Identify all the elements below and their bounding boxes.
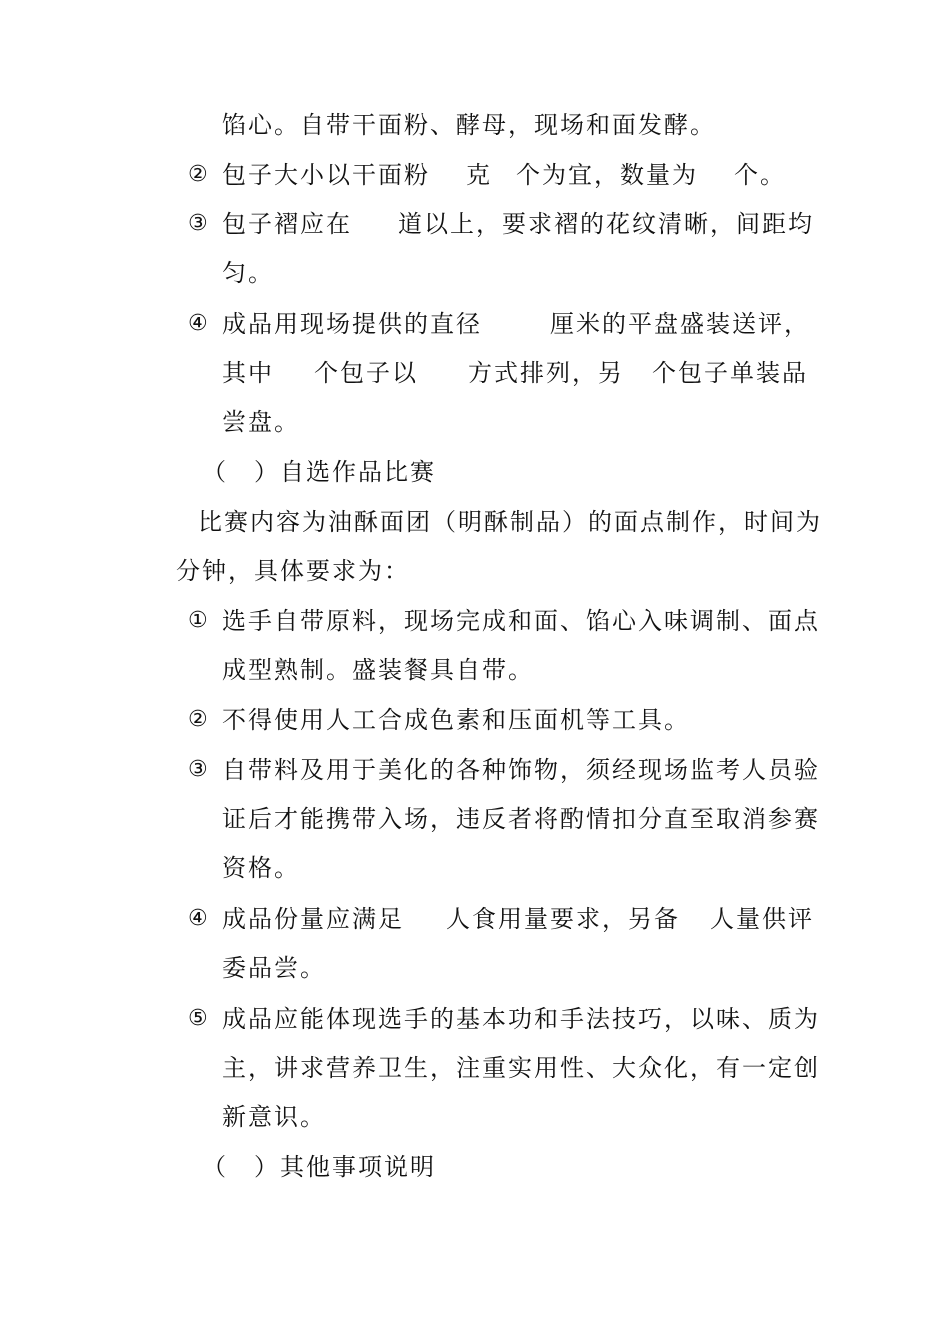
section-heading: （ ）其他事项说明: [202, 1153, 436, 1181]
list-number: ④: [188, 311, 208, 336]
list-item-text: 尝盘。: [222, 408, 300, 436]
list-number: ③: [188, 211, 208, 236]
list-item-text: 资格。: [222, 854, 300, 882]
list-item-text: 自带料及用于美化的各种饰物，须经现场监考人员验: [222, 756, 820, 784]
list-item-text: [222, 309, 810, 339]
list-item-text: 新意识。: [222, 1103, 326, 1131]
text-segment: 个包子单装品: [652, 359, 808, 387]
list-item-text: 主，讲求营养卫生，注重实用性、大众化，有一定创: [222, 1054, 820, 1082]
list-number: ⑤: [188, 1006, 208, 1031]
list-item-text: 不得使用人工合成色素和压面机等工具。: [222, 706, 690, 734]
text-segment: 厘米的平盘盛装送评，: [550, 310, 810, 338]
list-item-text: [222, 904, 814, 934]
list-item-text: [222, 358, 808, 388]
list-number: ①: [188, 608, 208, 633]
list-number: ②: [188, 162, 208, 187]
text-segment: 成品用现场提供的直径: [222, 310, 482, 338]
paragraph-text: 分钟，具体要求为：: [176, 557, 410, 585]
text-segment: 个为宜，数量为: [516, 161, 698, 189]
text-segment: 方式排列，另: [468, 359, 624, 387]
list-item-text: [222, 209, 814, 239]
list-item-text: 证后才能携带入场，违反者将酌情扣分直至取消参赛: [222, 805, 820, 833]
text-segment: 包子褶应在: [222, 210, 352, 238]
text-segment: 人量供评: [710, 905, 814, 933]
paragraph-text: 比赛内容为油酥面团（明酥制品）的面点制作，时间为: [198, 508, 822, 536]
text-segment: 道以上，要求褶的花纹清晰，间距均: [398, 210, 814, 238]
text-segment: 包子大小以干面粉: [222, 161, 430, 189]
list-number: ②: [188, 707, 208, 732]
text-segment: 个。: [734, 161, 786, 189]
list-item-text: 成品应能体现选手的基本功和手法技巧，以味、质为: [222, 1005, 820, 1033]
text-segment: 人食用量要求，另备: [446, 905, 680, 933]
section-heading: （ ）自选作品比赛: [202, 458, 436, 486]
list-number: ③: [188, 757, 208, 782]
list-item-text: [222, 160, 786, 190]
list-number: ④: [188, 906, 208, 931]
text-segment: 个包子以: [314, 359, 418, 387]
text-segment: 克: [466, 161, 492, 189]
text-segment: 成品份量应满足: [222, 905, 404, 933]
list-item-text: 匀。: [222, 259, 274, 287]
list-item-text: 委品尝。: [222, 954, 326, 982]
text-segment: 其中: [222, 359, 274, 387]
list-item-text: 选手自带原料，现场完成和面、馅心入味调制、面点: [222, 607, 820, 635]
list-item-text: 成型熟制。盛装餐具自带。: [222, 656, 534, 684]
paragraph-continuation: 馅心。自带干面粉、酵母，现场和面发酵。: [222, 111, 716, 139]
